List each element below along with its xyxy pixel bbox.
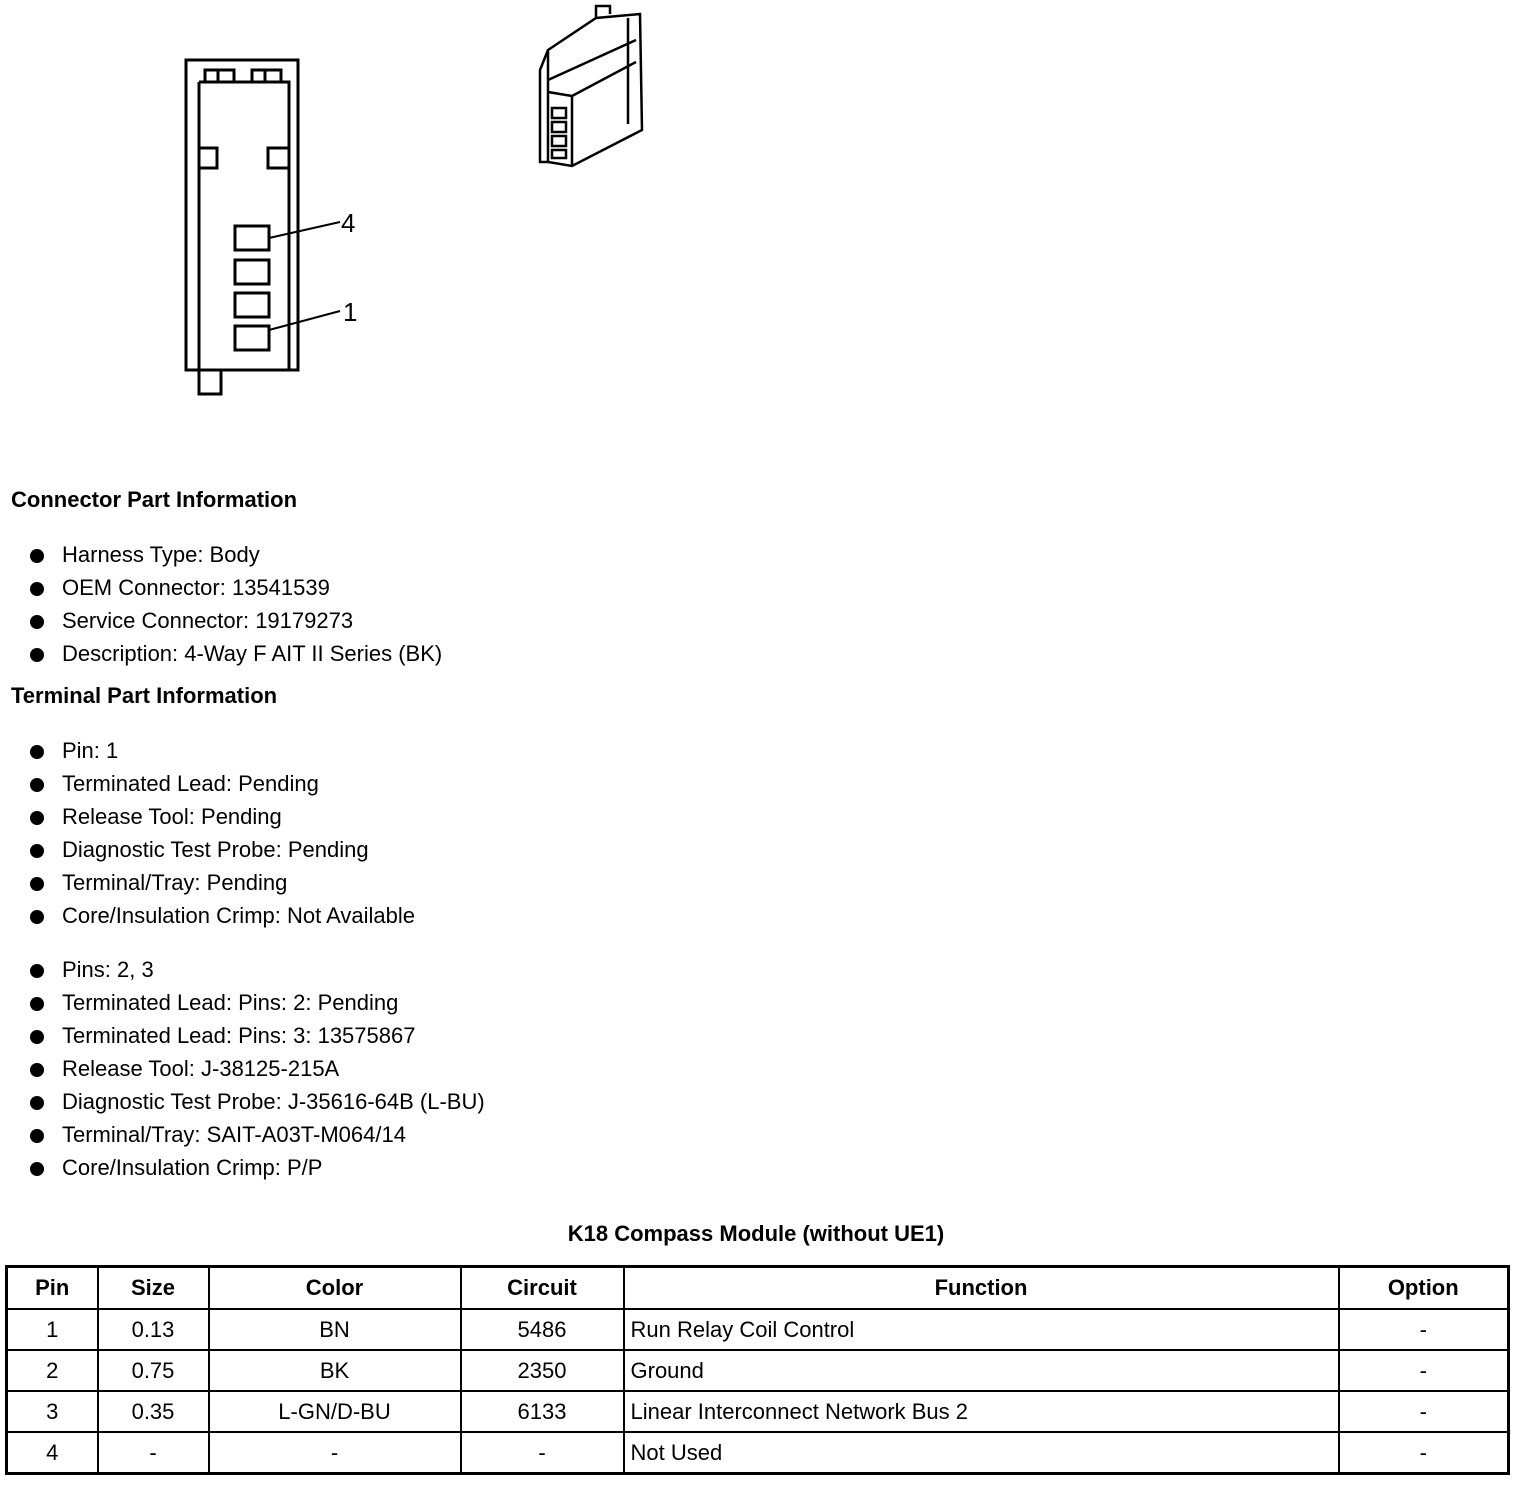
cell-pin: 2 — [7, 1350, 98, 1391]
list-item: Diagnostic Test Probe: J-35616-64B (L-BU) — [28, 1085, 485, 1118]
cavity-3 — [235, 260, 269, 284]
pinout-table — [5, 1265, 1510, 1475]
cell-circuit: 6133 — [461, 1391, 624, 1432]
table-row — [7, 1432, 1509, 1474]
header-size: Size — [98, 1267, 209, 1310]
header-option: Option — [1339, 1267, 1509, 1310]
table-row — [7, 1350, 1509, 1391]
header-pin: Pin — [7, 1267, 98, 1310]
list-item: Diagnostic Test Probe: Pending — [28, 833, 415, 866]
terminal-info-group-2 — [28, 953, 485, 1184]
list-item: Release Tool: J-38125-215A — [28, 1052, 485, 1085]
list-item: Terminal/Tray: SAIT-A03T-M064/14 — [28, 1118, 485, 1151]
list-item: Terminated Lead: Pending — [28, 767, 415, 800]
cell-option: - — [1339, 1350, 1509, 1391]
cell-size: 0.13 — [98, 1309, 209, 1350]
cavity-1 — [235, 326, 269, 350]
cell-function: Run Relay Coil Control — [624, 1309, 1339, 1350]
header-circuit: Circuit — [461, 1267, 624, 1310]
list-item: Core/Insulation Crimp: Not Available — [28, 899, 415, 932]
connector-info-list — [28, 538, 442, 670]
cavity-2 — [235, 293, 269, 317]
table-row — [7, 1309, 1509, 1350]
cell-size: 0.75 — [98, 1350, 209, 1391]
table-title: K18 Compass Module (without UE1) — [567, 1221, 945, 1246]
cell-color: BK — [209, 1350, 461, 1391]
connector-iso-view — [540, 6, 642, 166]
list-item: Harness Type: Body — [28, 538, 442, 571]
terminal-info-heading: Terminal Part Information — [11, 683, 278, 708]
cell-pin: 1 — [7, 1309, 98, 1350]
list-item: Terminated Lead: Pins: 3: 13575867 — [28, 1019, 485, 1052]
callout-pin-4: 4 — [341, 208, 356, 238]
cell-function: Ground — [624, 1350, 1339, 1391]
terminal-info-group-1 — [28, 734, 415, 932]
connector-info-heading: Connector Part Information — [11, 487, 298, 512]
cell-option: - — [1339, 1309, 1509, 1350]
cell-function: Not Used — [624, 1432, 1339, 1474]
list-item: Pins: 2, 3 — [28, 953, 485, 986]
header-color: Color — [209, 1267, 461, 1310]
list-item: Release Tool: Pending — [28, 800, 415, 833]
table-row — [7, 1391, 1509, 1432]
connector-diagram — [0, 0, 700, 420]
list-item: Terminated Lead: Pins: 2: Pending — [28, 986, 485, 1019]
connector-face-outline — [186, 60, 298, 370]
cell-circuit: 5486 — [461, 1309, 624, 1350]
list-item: Description: 4-Way F AIT II Series (BK) — [28, 637, 442, 670]
cell-color: L-GN/D-BU — [209, 1391, 461, 1432]
cell-pin: 3 — [7, 1391, 98, 1432]
list-item: Service Connector: 19179273 — [28, 604, 442, 637]
cell-circuit: - — [461, 1432, 624, 1474]
cell-size: 0.35 — [98, 1391, 209, 1432]
cell-function: Linear Interconnect Network Bus 2 — [624, 1391, 1339, 1432]
table-header-row — [7, 1267, 1509, 1310]
list-item: Terminal/Tray: Pending — [28, 866, 415, 899]
header-function: Function — [624, 1267, 1339, 1310]
callout-pin-1: 1 — [343, 297, 358, 327]
cell-pin: 4 — [7, 1432, 98, 1474]
cavity-4 — [235, 226, 269, 250]
cell-option: - — [1339, 1432, 1509, 1474]
list-item: OEM Connector: 13541539 — [28, 571, 442, 604]
cell-color: - — [209, 1432, 461, 1474]
cell-size: - — [98, 1432, 209, 1474]
cell-circuit: 2350 — [461, 1350, 624, 1391]
list-item: Core/Insulation Crimp: P/P — [28, 1151, 485, 1184]
cell-color: BN — [209, 1309, 461, 1350]
list-item: Pin: 1 — [28, 734, 415, 767]
cell-option: - — [1339, 1391, 1509, 1432]
